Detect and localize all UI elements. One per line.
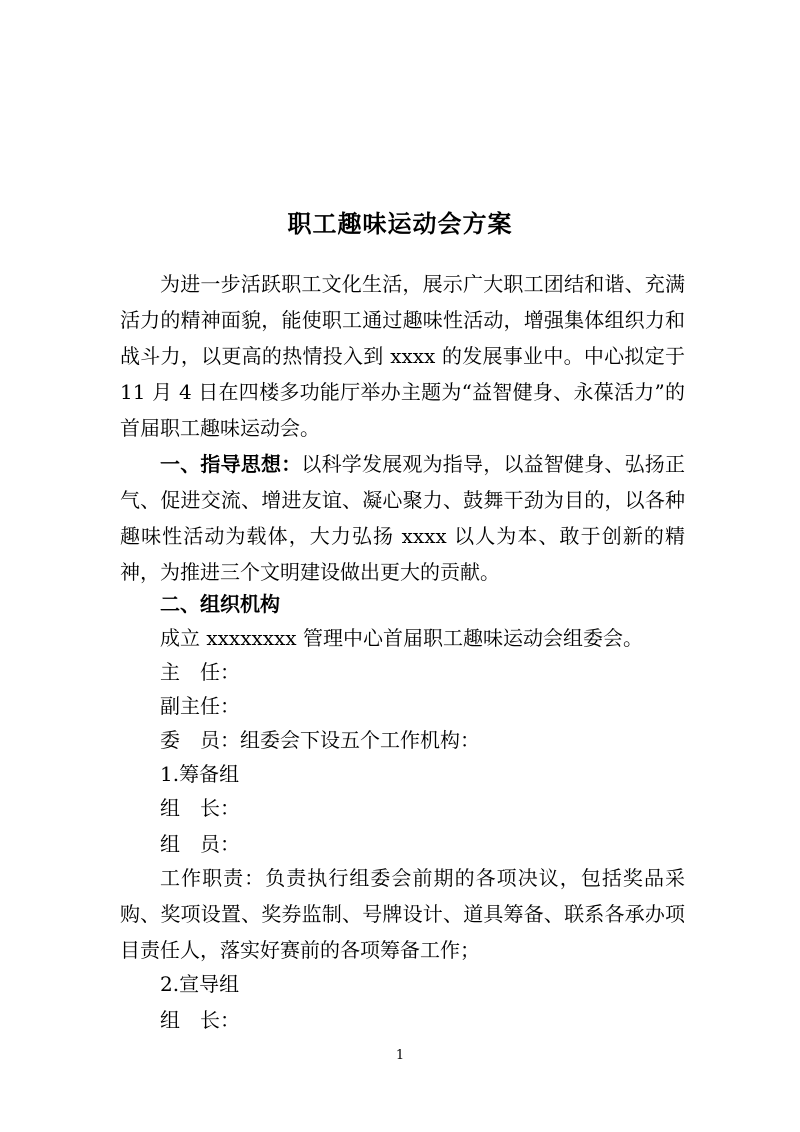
director-line: 主 任： bbox=[160, 660, 240, 684]
group2-name: 2.宣导组 bbox=[160, 972, 240, 996]
section-guiding-thought bbox=[120, 446, 685, 590]
section-heading-guiding-thought: 一、指导思想： bbox=[160, 452, 302, 476]
document-title: 职工趣味运动会方案 bbox=[287, 210, 513, 238]
group1-member-line: 组 员： bbox=[160, 832, 240, 856]
group1-leader-line: 组 长： bbox=[160, 796, 240, 820]
guiding-thought-text: 以科学发展观为指导，以益智健身、弘扬正气、促进交流、增进友谊、凝心聚力、鼓舞干劲为目的，以各种趣味性活动为载体，大力弘扬 xxxx 以人为本、敢于创新的精神，为推进三个文明建设做出更大的贡献。 bbox=[120, 452, 686, 584]
page-number: 1 bbox=[395, 1048, 405, 1063]
group1-duty-paragraph: 工作职责：负责执行组委会前期的各项决议，包括奖品采购、奖项设置、奖券监制、号牌设计、道具筹备、联系各承办项目责任人，落实好赛前的各项筹备工作； bbox=[120, 866, 685, 962]
group2-leader-line: 组 长： bbox=[160, 1008, 240, 1032]
vice-director-line: 副主任： bbox=[160, 694, 240, 718]
organization-establish-text: 成立 xxxxxxxx 管理中心首届职工趣味运动会组委会。 bbox=[160, 626, 643, 650]
group1-name: 1.筹备组 bbox=[160, 762, 240, 786]
section-heading-organization: 二、组织机构 bbox=[160, 592, 280, 616]
members-line: 委 员：组委会下设五个工作机构： bbox=[160, 728, 480, 752]
intro-paragraph: 为进一步活跃职工文化生活，展示广大职工团结和谐、充满活力的精神面貌，能使职工通过趣味性活动，增强集体组织力和战斗力，以更高的热情投入到 xxxx 的发展事业中。中心拟定于 11 月 4 日在四楼多功能厅举办主题为“益智健身、永葆活力”的首届职工趣味运动会。 bbox=[120, 272, 685, 440]
